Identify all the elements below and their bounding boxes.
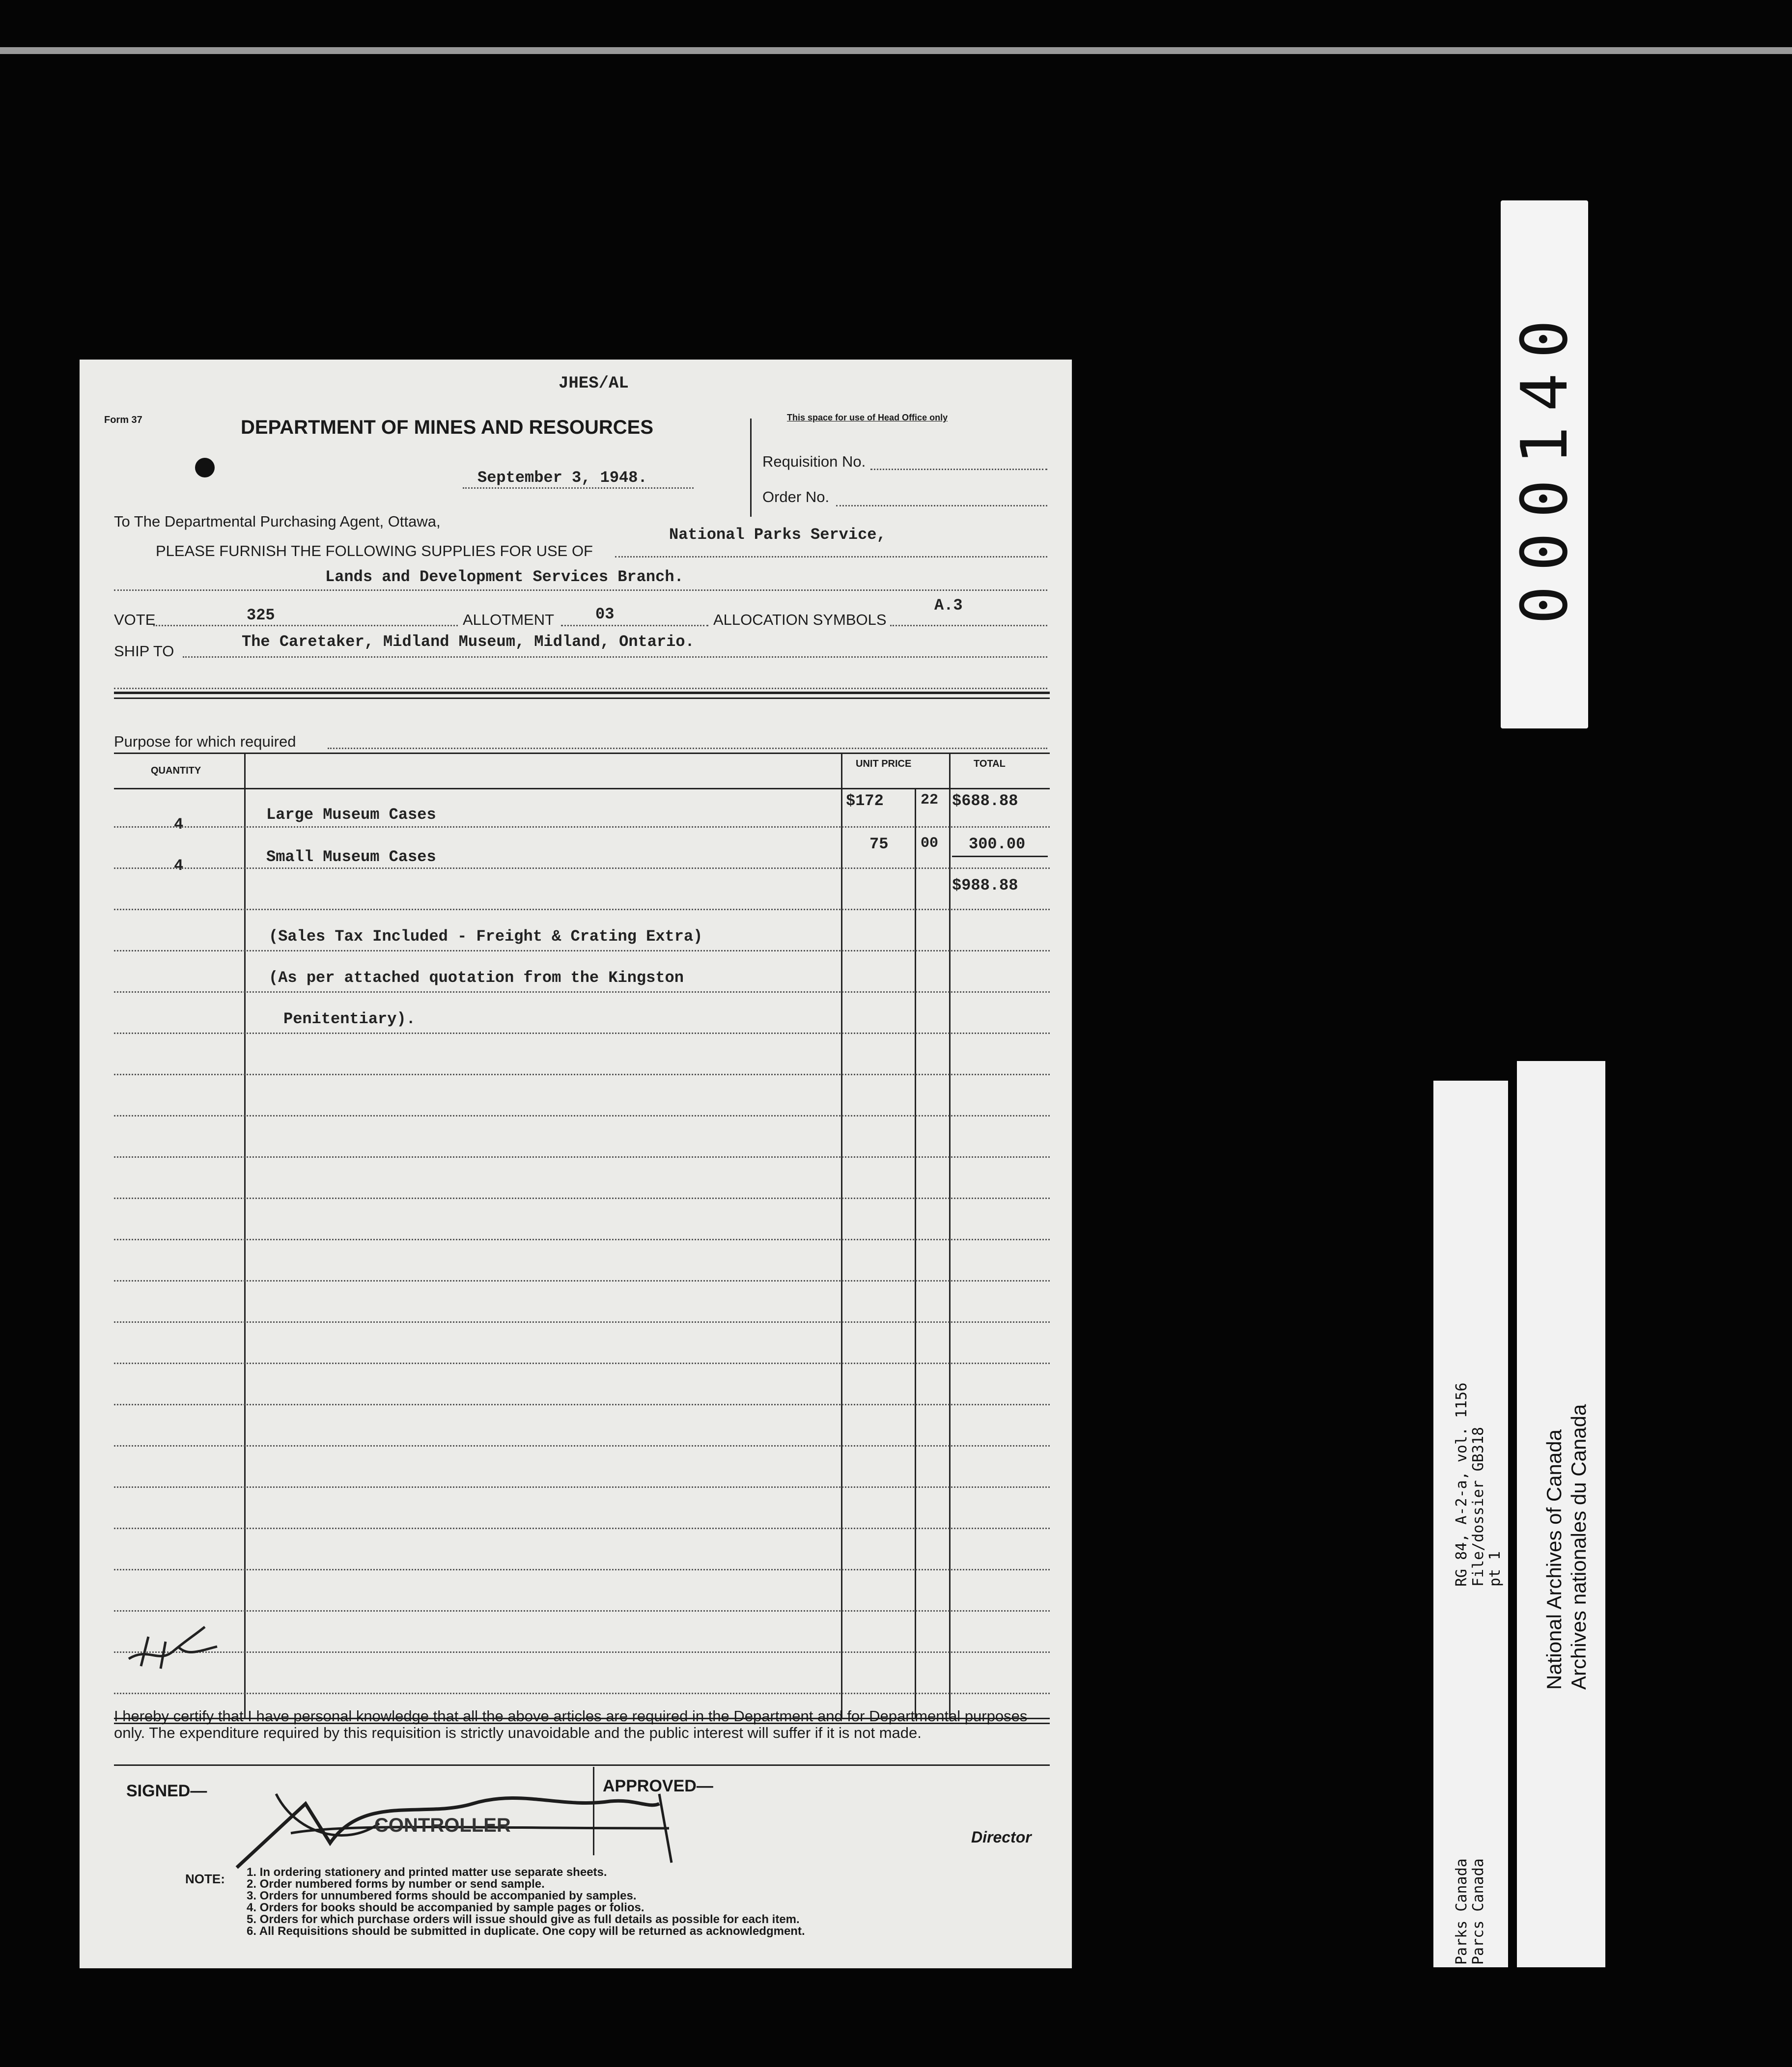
qty-col-divider [244, 753, 246, 1718]
table-rule-row [114, 1280, 1050, 1282]
header-rule [114, 692, 1050, 694]
item-2-qty: 4 [174, 857, 184, 875]
order-label: Order No. [762, 488, 830, 505]
archive-reference-strip [1433, 1081, 1508, 1967]
notes-list [247, 1867, 805, 1937]
ship-to-label: SHIP TO [114, 642, 174, 660]
archive-ref-line-3: pt 1 [1486, 1551, 1504, 1587]
head-office-divider [750, 419, 752, 517]
allocation-line [890, 625, 1047, 626]
total-header: TOTAL [974, 758, 1006, 769]
to-line: To The Departmental Purchasing Agent, Ottawa, [114, 513, 441, 530]
table-rule-row [114, 1239, 1050, 1240]
item-1-price-dollars: $172 [846, 792, 884, 810]
allotment-label: ALLOTMENT [463, 611, 555, 628]
note-item: 6. All Requisitions should be submitted in duplicate. One copy will be returned as acknowledgment. [247, 1925, 805, 1938]
archive-ref-line-1: RG 84, A-2-a, vol. 1156 [1453, 1382, 1470, 1587]
ship-to-value: The Caretaker, Midland Museum, Midland, Ontario. [242, 633, 695, 651]
parks-canada-en: Parks Canada [1453, 1858, 1470, 1965]
note-item: 1. In ordering stationery and printed matter use separate sheets. [247, 1866, 607, 1879]
table-rule-row [114, 909, 1050, 910]
national-archives-en: National Archives of Canada [1542, 1429, 1566, 1690]
item-2-total: 300.00 [969, 835, 1026, 853]
vote-label: VOTE [114, 611, 156, 628]
remark-penitentiary: Penitentiary). [283, 1010, 416, 1028]
item-1-qty: 4 [174, 815, 184, 834]
note-item: 5. Orders for which purchase orders will issue should give as full details as possible for each item. [247, 1913, 800, 1926]
table-header-rule [114, 788, 1050, 789]
subtotal-rule [952, 856, 1048, 857]
table-rule-row [114, 1445, 1050, 1447]
controller-label: CONTROLLER [374, 1815, 511, 1836]
department-title: DEPARTMENT OF MINES AND RESOURCES [241, 417, 654, 438]
ship-line [183, 656, 1047, 658]
allocation-value: A.3 [934, 596, 963, 615]
signed-label: SIGNED— [126, 1782, 207, 1800]
remark-tax: (Sales Tax Included - Freight & Crating Extra) [269, 927, 703, 946]
item-1-desc: Large Museum Cases [266, 806, 436, 824]
film-edge-line [0, 47, 1792, 54]
table-rule-row [114, 867, 1050, 869]
table-rule-row [114, 1610, 1050, 1612]
requisition-line [870, 469, 1047, 470]
requisition-label: Requisition No. [762, 453, 866, 470]
initials-signature [119, 1617, 232, 1676]
table-rule-row [114, 1074, 1050, 1075]
cert-rule [114, 1764, 1050, 1766]
table-rule-row [114, 1693, 1050, 1694]
punch-mark [195, 458, 215, 477]
use-of-line-1 [615, 556, 1047, 558]
table-rule-row [114, 991, 1050, 993]
certification-text: I hereby certify that I have personal knowledge that all the above articles are required in the Department and for Departmental purposes only. The expenditure required by this requisition is strictly unavoidable and the public interest will suffer if it is not made. [114, 1707, 1028, 1741]
table-rule-row [114, 950, 1050, 951]
table-rule-row [114, 1198, 1050, 1199]
frame-number-strip [1501, 200, 1588, 728]
approved-label: APPROVED— [603, 1777, 713, 1795]
purpose-line [328, 748, 1047, 749]
quantity-header: QUANTITY [151, 765, 201, 776]
table-rule-row [114, 1321, 1050, 1323]
header-rule-2 [114, 698, 1050, 699]
parks-canada-fr: Parcs Canada [1470, 1858, 1487, 1965]
grand-total: $988.88 [952, 876, 1018, 894]
head-office-note: This space for use of Head Office only [787, 413, 948, 422]
national-archives-fr: Archives nationales du Canada [1567, 1404, 1590, 1690]
table-rule-row [114, 1404, 1050, 1405]
director-label: Director [971, 1828, 1032, 1846]
table-rule-row [114, 1486, 1050, 1488]
cents-col-divider [915, 788, 916, 1718]
please-line: PLEASE FURNISH THE FOLLOWING SUPPLIES FOR USE OF [156, 542, 593, 559]
item-2-price-dollars: 75 [869, 835, 889, 853]
use-of-branch: Lands and Development Services Branch. [325, 568, 684, 586]
note-item: 3. Orders for unnumbered forms should be accompanied by samples. [247, 1889, 637, 1902]
table-rule-row [114, 1156, 1050, 1158]
frame-number: 000140 [1507, 305, 1582, 624]
table-rule-row [114, 1033, 1050, 1034]
remark-quotation: (As per attached quotation from the Kingston [269, 969, 684, 987]
allotment-line [561, 625, 708, 626]
reference-code: JHES/AL [559, 374, 629, 393]
table-top-rule [114, 753, 1050, 754]
table-rule-row [114, 1569, 1050, 1570]
use-of-service: National Parks Service, [669, 526, 886, 544]
national-archives-strip [1517, 1061, 1605, 1967]
use-of-line-2 [114, 589, 1047, 591]
archive-ref-line-2: File/dossier GB318 [1470, 1426, 1487, 1587]
item-1-total: $688.88 [952, 792, 1018, 810]
allocation-label: ALLOCATION SYMBOLS [713, 611, 887, 628]
table-rule-row [114, 1363, 1050, 1364]
ship-line-2 [114, 688, 1047, 689]
form-number: Form 37 [104, 415, 142, 425]
desc-col-divider [841, 753, 842, 1718]
table-rule-row [114, 1528, 1050, 1529]
request-date: September 3, 1948. [477, 469, 647, 487]
total-col-divider [949, 753, 951, 1718]
note-item: 4. Orders for books should be accompanied by sample pages or folios. [247, 1901, 644, 1914]
table-rule-row [114, 826, 1050, 828]
table-rule-row [114, 1115, 1050, 1117]
note-label: NOTE: [185, 1871, 225, 1886]
allotment-value: 03 [595, 605, 615, 623]
unit-price-header: UNIT PRICE [856, 758, 912, 769]
requisition-form [80, 360, 1072, 1968]
item-2-price-cents: 00 [921, 835, 939, 852]
vote-value: 325 [247, 606, 275, 624]
date-line [463, 487, 694, 489]
vote-line [153, 625, 458, 626]
order-line [836, 505, 1047, 506]
item-1-price-cents: 22 [921, 792, 939, 809]
table-rule-row [114, 1651, 1050, 1653]
note-item: 2. Order numbered forms by number or send sample. [247, 1877, 545, 1891]
purpose-label: Purpose for which required [114, 733, 296, 750]
item-2-desc: Small Museum Cases [266, 848, 436, 866]
